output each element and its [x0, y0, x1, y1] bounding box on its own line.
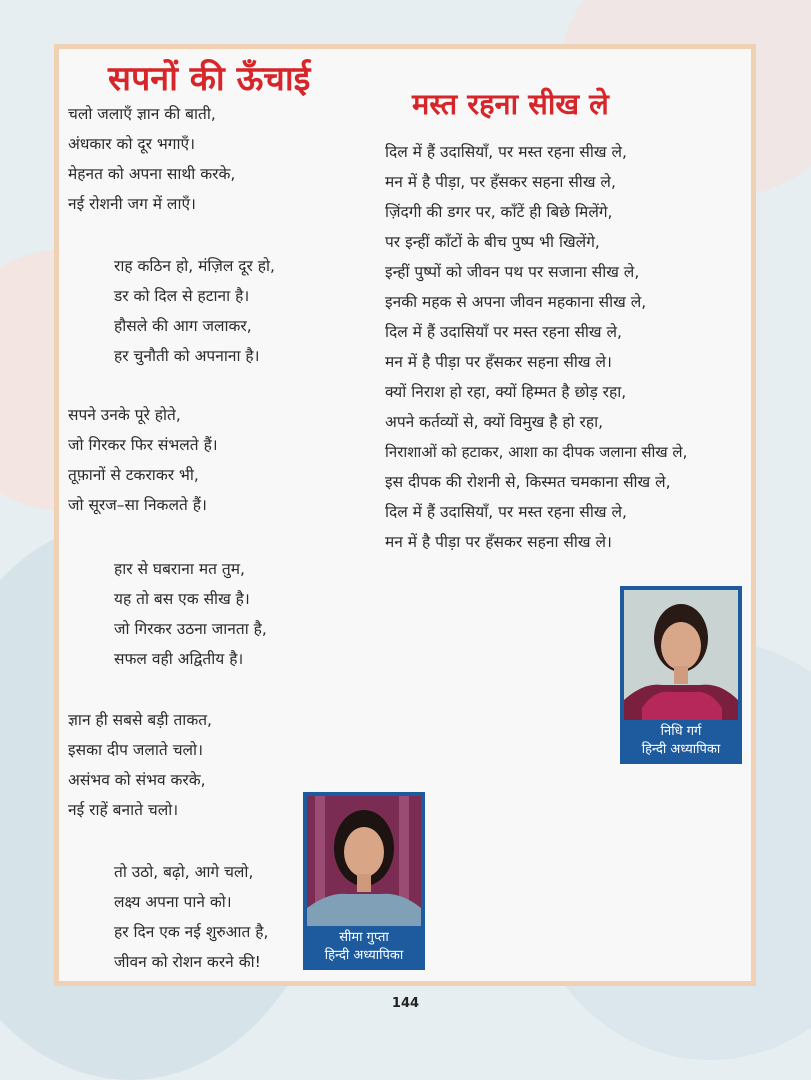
poem-line: हौसले की आग जलाकर, [114, 317, 252, 335]
poem-line: निराशाओं को हटाकर, आशा का दीपक जलाना सीख ले, [385, 443, 688, 461]
poem-line: जो गिरकर उठना जानता है, [114, 620, 267, 638]
right-poem-title: मस्त रहना सीख ले [412, 87, 609, 121]
author-photo-card [620, 586, 742, 764]
poem-line: नई रोशनी जग में लाएँ। [68, 195, 196, 213]
author-photo [307, 796, 421, 926]
poem-line: दिल में हैं उदासियाँ, पर मस्त रहना सीख ले, [385, 503, 627, 521]
poem-line: हर चुनौती को अपनाना है। [114, 347, 260, 365]
left-poem-title: सपनों की ऊँचाई [108, 59, 311, 99]
author-photo [624, 590, 738, 720]
poem-line: क्यों निराश हो रहा, क्यों हिम्मत है छोड़ रहा, [385, 383, 627, 401]
author-role: हिन्दी अध्यापिका [641, 742, 721, 757]
poem-line: असंभव को संभव करके, [68, 771, 206, 789]
poem-line: तूफ़ानों से टकराकर भी, [68, 466, 199, 484]
poem-line: मन में है पीड़ा पर हँसकर सहना सीख ले। [385, 353, 612, 371]
poem-line: दिल में हैं उदासियाँ, पर मस्त रहना सीख ले, [385, 143, 627, 161]
poem-line: डर को दिल से हटाना है। [114, 287, 250, 305]
poem-line: राह कठिन हो, मंज़िल दूर हो, [114, 257, 275, 275]
author-name: सीमा गुप्ता [339, 930, 389, 945]
poem-line: इसका दीप जलाते चलो। [68, 741, 203, 759]
poem-line: इस दीपक की रोशनी से, किस्मत चमकाना सीख ले, [385, 473, 671, 491]
portrait-icon [624, 590, 738, 720]
poem-line: दिल में हैं उदासियाँ पर मस्त रहना सीख ले, [385, 323, 622, 341]
page-number: 144 [391, 996, 420, 1011]
poem-line: पर इन्हीं काँटों के बीच पुष्प भी खिलेंगे, [385, 233, 600, 251]
poem-line: मन में है पीड़ा पर हँसकर सहना सीख ले। [385, 533, 612, 551]
poem-line: तो उठो, बढ़ो, आगे चलो, [114, 863, 254, 881]
poem-line: अंधकार को दूर भगाएँ। [68, 135, 195, 153]
poem-line: हर दिन एक नई शुरुआत है, [114, 923, 269, 941]
poem-line: सफल वही अद्वितीय है। [114, 650, 244, 668]
poem-line: मेहनत को अपना साथी करके, [68, 165, 236, 183]
poem-line: यह तो बस एक सीख है। [114, 590, 250, 608]
poem-line: इन्हीं पुष्पों को जीवन पथ पर सजाना सीख ले, [385, 263, 640, 281]
author-name: निधि गर्ग [660, 724, 702, 739]
author-photo-card [303, 792, 425, 970]
poem-line: मन में है पीड़ा, पर हँसकर सहना सीख ले, [385, 173, 616, 191]
poem-line: अपने कर्तव्यों से, क्यों विमुख है हो रहा, [385, 413, 604, 431]
poem-line: चलो जलाएँ ज्ञान की बाती, [68, 105, 216, 123]
poem-line: नई राहें बनाते चलो। [68, 801, 179, 819]
author-caption [307, 926, 421, 969]
poem-line: ज़िंदगी की डगर पर, काँटें ही बिछे मिलेंगे, [385, 203, 613, 221]
author-caption [624, 720, 738, 763]
poem-line: लक्ष्य अपना पाने को। [114, 893, 232, 911]
poem-line: जो सूरज–सा निकलते हैं। [68, 496, 207, 514]
poem-line: इनकी महक से अपना जीवन महकाना सीख ले, [385, 293, 647, 311]
poem-line: जीवन को रोशन करने की! [114, 953, 261, 971]
poem-line: सपने उनके पूरे होते, [68, 406, 181, 424]
poem-line: हार से घबराना मत तुम, [114, 560, 245, 578]
poem-line: जो गिरकर फिर संभलते हैं। [68, 436, 218, 454]
poem-line: ज्ञान ही सबसे बड़ी ताकत, [68, 711, 212, 729]
author-role: हिन्दी अध्यापिका [324, 948, 404, 963]
portrait-icon [307, 796, 421, 926]
